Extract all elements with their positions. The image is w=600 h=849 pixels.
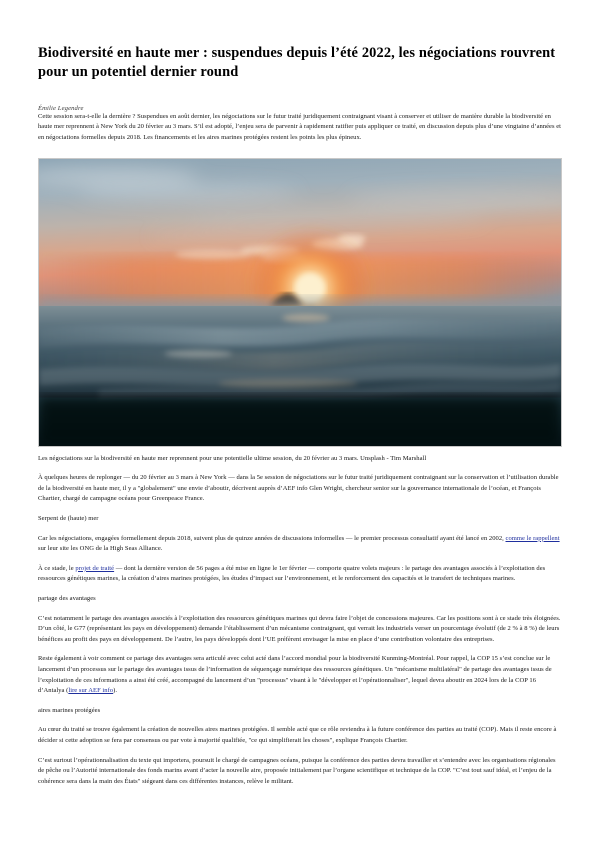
spacer <box>38 585 562 594</box>
spacer <box>38 505 562 514</box>
spacer <box>38 605 562 614</box>
link-comme-le-rappellent[interactable]: comme le rappellent <box>505 534 560 542</box>
link-projet-de-traite[interactable]: projet de traité <box>75 564 115 572</box>
spacer <box>38 697 562 706</box>
paragraph-3-text-before: À ce stade, le <box>38 564 76 572</box>
paragraph-4: C’est notamment le partage des avantages associés à l’exploitation des ressources génétiques marines qui devra faire l’objet de concessions majeures. Car les positions sont à ce stade très éloignées. D’un côté, le G77 (représentant les pays en développement) demande l’établissement d’un mécanisme contraignant, qui verrait les industriels verser un pourcentage évolutif (de 2 % à 8 %) de leurs bénéfices au profit des pays en développement. De l’autre, les pays développés dont l’UE préfèrent envisager la mise en place d’une contribution volontaire des entreprises. <box>38 614 561 643</box>
paragraph-5 <box>38 654 562 696</box>
paragraph-3-text-after: — dont la dernière version de 56 pages a été mise en ligne le 1er février — comporte quatre volets majeurs : le partage des avantages associés à l’exploitation des ressources génétiques marines, la création d’aires marines protégées, les études d’impact sur l’environnement, et le renforcement des capacités et le transfert de techniques marines. <box>38 564 546 583</box>
subheading-serpent: Serpent de (haute) mer <box>38 515 99 523</box>
paragraph-7: C’est surtout l’opérationnalisation du texte qui importera, poursuit le chargé de campagnes océans, puisque la conférence des parties devra travailler et s’entendre avec les organisations régionales de pêche ou l’Autorité internationale des fonds marins avant d’acter la nouvelle aire, proposée initialement par l’organe scientifique et technique de la COP. "C’est tout sauf idéal, et l’enjeu de la cohérence sera dans la main des États" siégeant dans ces différentes instances, relève le militant. <box>38 756 556 785</box>
paragraph-1: À quelques heures de replonger — du 20 février au 3 mars à New York — dans la 5e session de négociations sur le futur traité juridiquement contraignant sur la conservation et l’utilisation durable de la biodiversité en haute mer, il y a "globalement" une envie d’aboutir, décrivent auprès d’AEF info Glen Wright, chercheur senior sur la gouvernance internationale de l’océan, et François Chartier, chargé de campagne océans pour Greenpeace France. <box>38 474 559 503</box>
spacer <box>38 464 562 473</box>
paragraph-3 <box>38 564 562 585</box>
link-lire-sur-aef-info[interactable]: lire sur AEF info <box>68 687 114 695</box>
sunset-ocean-illustration <box>39 159 561 446</box>
article-figure <box>38 158 562 465</box>
lead-paragraph: Cette session sera-t-elle la dernière ? Suspendues en août dernier, les négociations sur le futur traité juridiquement contraignant visant à conserver et utiliser de manière durable la biodiversité en haute mer reprennent à New York du 20 février au 3 mars. S’il est adopté, l’enjeu sera de parvenir à rapidement ratifier puis appliquer ce traité, en discussion depuis plus d’une vingtaine d’années et en négociations formelles depuis 2018. Les financements et les aires marines protégées restent les points les plus épineux. <box>38 112 562 142</box>
sunset-ocean-photo <box>38 158 562 447</box>
byline-author: Émilie Legendre <box>38 104 84 112</box>
paragraph-2-text-after: sur leur site les ONG de la High Seas Alliance. <box>38 545 163 553</box>
figure-caption: Les négociations sur la biodiversité en haute mer reprennent pour une potentielle ultime session, du 20 février au 3 mars. Unsplash - Tim Marshall <box>38 454 427 462</box>
spacer <box>38 716 562 725</box>
spacer <box>38 747 562 756</box>
page-title: Biodiversité en haute mer : suspendues depuis l’été 2022, les négociations rouvrent pour un potentiel dernier round <box>38 45 556 81</box>
spacer <box>38 645 562 654</box>
paragraph-5-text-after: ). <box>113 687 117 695</box>
paragraph-2 <box>38 534 562 555</box>
paragraph-5-text-before: Reste également à voir comment ce partage des avantages sera articulé avec celui acté dans l’accord mondial pour la biodiversité Kunming-Montréal. Pour rappel, la COP 15 s’est conclue sur le lancement d’un processus sur le partage des avantages issus de l’information de séquençage numérique des ressources génétiques. Un "mécanisme multilatéral" de partage des avantages issus de l’exploitation de ces informations a ainsi été créé, accompagné du lancement d’un "processus" visant à le "développer et l’opérationnaliser", lequel devra aboutir en 2024 lors de la COP 16 d’Antalya ( <box>38 655 552 695</box>
subheading-aires-marines-protegees: aires marines protégées <box>38 706 101 714</box>
paragraph-6: Au cœur du traité se trouve également la création de nouvelles aires marines protégées. Il semble acté que ce rôle reviendra à la future conférence des parties au traité (COP). Mais il reste encore à décider si cette adoption se fera par consensus ou par vote à majorité qualifiée, "ce qui simplifierait les choses", explique François Chartier. <box>38 726 557 744</box>
spacer <box>38 525 562 534</box>
spacer <box>38 555 562 564</box>
subheading-partage-des-avantages: partage des avantages <box>38 595 96 602</box>
paragraph-2-text-before: Car les négociations, engagées formellement depuis 2018, suivent plus de quinze années de discussions informelles — le premier processus consultatif ayant été lancé en 2002, <box>38 534 506 542</box>
